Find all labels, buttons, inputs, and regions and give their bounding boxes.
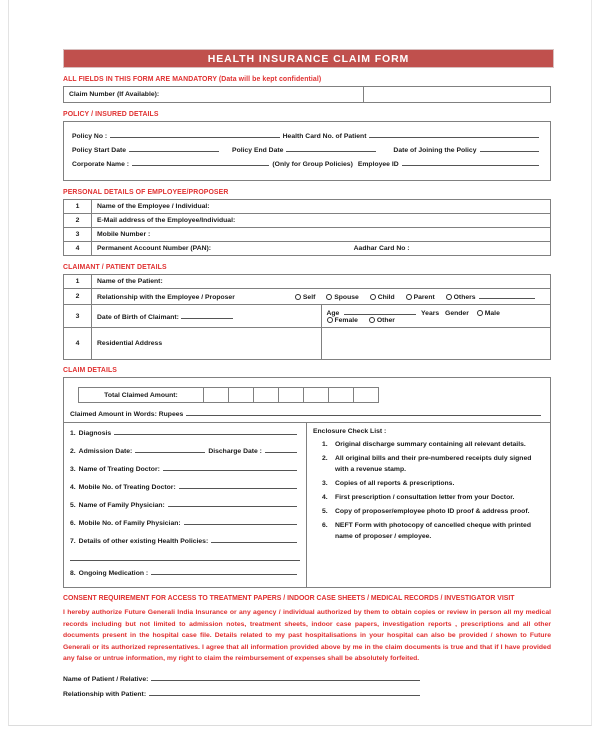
enclosure-item	[313, 520, 544, 542]
radio-circle-icon	[369, 317, 375, 323]
total-claimed-amount-row	[64, 378, 550, 409]
patient-relative-name-input[interactable]	[151, 674, 420, 681]
field-label: Details of other existing Health Policies:	[78, 538, 209, 545]
enclosure-item	[313, 492, 544, 503]
corporate-name-label: Corporate Name :	[72, 161, 130, 168]
age-input[interactable]	[344, 308, 416, 315]
radio-option-male[interactable]	[477, 310, 500, 317]
claim-fields-column	[64, 423, 307, 587]
other-policies-input[interactable]	[211, 536, 297, 543]
field-number: 1.	[70, 430, 76, 437]
field-ongoing-medication	[70, 568, 300, 579]
radio-option-spouse[interactable]	[326, 294, 359, 301]
radio-option-parent[interactable]	[406, 294, 435, 301]
radio-option-child[interactable]	[370, 294, 395, 301]
policy-start-input[interactable]	[129, 145, 219, 152]
table-row	[64, 305, 551, 328]
row-number: 2	[64, 214, 92, 228]
claim-number-label: Claim Number (If Available):	[64, 87, 364, 103]
claimant-section-heading: CLAIMANT / PATIENT DETAILS	[63, 264, 167, 271]
amount-digit-cell[interactable]	[229, 388, 254, 403]
patient-name-label: Name of the Patient:	[97, 278, 163, 285]
field-other-policies	[70, 536, 300, 547]
radio-circle-icon	[406, 294, 412, 300]
employee-id-input[interactable]	[402, 159, 539, 166]
treating-doctor-mobile-input[interactable]	[179, 482, 297, 489]
residential-address-label: Residential Address	[97, 340, 163, 347]
field-number: 2.	[70, 448, 76, 455]
claim-details-box	[63, 377, 551, 588]
consent-section-heading: CONSENT REQUIREMENT FOR ACCESS TO TREATMENT PAPERS / INDOOR CASE SHEETS / MEDICAL RECORDS / INVESTIGATOR VISIT	[63, 595, 515, 602]
health-card-label: Health Card No. of Patient	[282, 133, 367, 140]
patient-name-cell[interactable]	[92, 275, 551, 289]
option-label: Child	[377, 294, 395, 301]
radio-circle-icon	[327, 317, 333, 323]
claimed-amount-words-label: Claimed Amount in Words: Rupees	[70, 411, 184, 418]
corporate-name-input[interactable]	[132, 159, 269, 166]
option-label: Others	[453, 294, 476, 301]
radio-circle-icon	[446, 294, 452, 300]
enclosure-item-number: 2.	[322, 455, 328, 462]
enclosure-item	[313, 506, 544, 517]
family-physician-mobile-input[interactable]	[184, 518, 297, 525]
dob-label: Date of Birth of Claimant:	[97, 313, 179, 321]
enclosure-checklist-column	[307, 423, 550, 587]
row-number: 2	[64, 289, 92, 305]
policy-section-heading: POLICY / INSURED DETAILS	[63, 111, 159, 118]
enclosure-item-number: 5.	[322, 508, 328, 515]
group-policies-note: (Only for Group Policies)	[272, 161, 353, 168]
date-joining-label: Date of Joining the Policy	[393, 147, 477, 154]
claim-number-table	[63, 86, 551, 103]
amount-digit-cell[interactable]	[279, 388, 304, 403]
policy-no-label: Policy No :	[72, 133, 108, 140]
dob-input[interactable]	[181, 312, 233, 319]
row-number: 3	[64, 228, 92, 242]
amount-digit-cell[interactable]	[354, 388, 379, 403]
field-treating-doctor-mobile	[70, 482, 300, 493]
enclosure-item-number: 3.	[322, 480, 328, 487]
enclosure-item-text: NEFT Form with photocopy of cancelled cheque with printed name of proposer / employee.	[335, 522, 531, 540]
field-number: 5.	[70, 502, 76, 509]
field-number: 4.	[70, 484, 76, 491]
field-label: Mobile No. of Family Physician:	[78, 520, 181, 527]
amount-digit-cell[interactable]	[329, 388, 354, 403]
ongoing-medication-input[interactable]	[151, 568, 297, 575]
residential-address-label-cell	[92, 328, 322, 360]
row-number: 4	[64, 328, 92, 360]
field-number: 7.	[70, 538, 76, 545]
policy-end-label: Policy End Date	[232, 147, 284, 154]
enclosure-checklist-title: Enclosure Check List :	[313, 428, 387, 435]
field-label: Ongoing Medication :	[78, 570, 149, 577]
policy-no-input[interactable]	[110, 131, 280, 138]
table-row	[64, 214, 551, 228]
row-number: 1	[64, 200, 92, 214]
enclosure-item	[313, 439, 544, 450]
enclosure-item-text: All original bills and their pre-numbered receipts duly signed with a revenue stamp.	[335, 455, 532, 473]
field-treating-doctor-name	[70, 464, 300, 475]
table-row	[64, 87, 551, 103]
option-label: Self	[302, 294, 316, 301]
gender-label: Gender	[445, 310, 469, 317]
relationship-label: Relationship with the Employee / Proposer	[97, 294, 235, 301]
radio-option-female[interactable]	[327, 317, 358, 324]
health-card-input[interactable]	[369, 131, 539, 138]
table-row	[64, 289, 551, 305]
radio-circle-icon	[477, 310, 483, 316]
claimant-details-table	[63, 274, 551, 360]
claimed-amount-words-input[interactable]	[186, 409, 541, 416]
table-row	[64, 275, 551, 289]
enclosure-item-number: 1.	[322, 441, 328, 448]
personal-section-heading: PERSONAL DETAILS OF EMPLOYEE/PROPOSER	[63, 189, 229, 196]
amount-digit-cell[interactable]	[204, 388, 229, 403]
field-diagnosis	[70, 428, 300, 439]
claim-form-sheet	[63, 28, 555, 698]
claim-details-columns	[64, 423, 550, 587]
field-label: Name of Family Physician:	[78, 502, 165, 509]
diagnosis-input[interactable]	[114, 428, 297, 435]
row-number: 4	[64, 242, 92, 256]
employee-email-label: E-Mail address of the Employee/Individual:	[97, 217, 236, 224]
policy-dates-row	[72, 145, 542, 156]
others-specify-input[interactable]	[479, 292, 535, 299]
enclosure-item-text: Copy of proposer/employee photo ID proof & address proof.	[335, 508, 530, 515]
policy-no-row	[72, 131, 542, 142]
admission-date-input[interactable]	[135, 446, 205, 453]
personal-details-table	[63, 199, 551, 256]
enclosure-item	[313, 453, 544, 475]
field-family-physician-mobile	[70, 518, 300, 529]
consent-body-text: I hereby authorize Future Generali India Insurance or any agency / individual authorized by them to obtain copies or review in person all my medical records including but not limited to admission notes, treatment sheets, indoor case papers, investigation reports , prescriptions and all other documents present in the hospital case file. Details related to my past hospitalisations in your hospital can also be provided / shown to Future Generali or its authorized representatives. I agree that all information provided above by me in the claim documents is true and that if I have provided any false or untrue information, my right to claim the reimbursement of expenses shall be absolutely forfeited.	[63, 609, 551, 663]
claim-section-heading: CLAIM DETAILS	[63, 367, 117, 374]
enclosure-item-text: Copies of all reports & prescriptions.	[335, 480, 455, 487]
other-policies-input-line2[interactable]	[70, 554, 300, 561]
enclosure-item-text: First prescription / consultation letter from your Doctor.	[335, 494, 515, 501]
option-label: Female	[334, 317, 358, 324]
field-number: 8.	[70, 570, 76, 577]
corporate-row	[72, 159, 542, 170]
pan-aadhar-cell[interactable]	[92, 242, 551, 256]
field-number: 6.	[70, 520, 76, 527]
employee-id-label: Employee ID	[357, 161, 399, 168]
field-label: Name of Treating Doctor:	[78, 466, 160, 473]
enclosure-item	[313, 478, 544, 489]
table-row	[64, 200, 551, 214]
pan-label: Permanent Account Number (PAN):	[97, 245, 212, 252]
policy-details-box	[63, 121, 551, 181]
amount-digit-cell[interactable]	[304, 388, 329, 403]
employee-email-cell[interactable]	[92, 214, 551, 228]
relationship-with-patient-input[interactable]	[149, 689, 420, 696]
field-label: Diagnosis	[78, 430, 112, 437]
option-label: Parent	[413, 294, 435, 301]
years-label: Years	[421, 310, 440, 317]
field-admission-discharge	[70, 446, 300, 457]
residential-address-input[interactable]	[321, 328, 551, 360]
row-number: 1	[64, 275, 92, 289]
option-label: Spouse	[334, 294, 359, 301]
form-title-banner	[63, 49, 554, 68]
total-claimed-amount-label: Total Claimed Amount:	[79, 388, 204, 403]
treating-doctor-name-input[interactable]	[163, 464, 297, 471]
discharge-date-input[interactable]	[265, 446, 297, 453]
form-title: HEALTH INSURANCE CLAIM FORM	[207, 52, 410, 65]
discharge-date-label: Discharge Date :	[208, 448, 262, 455]
radio-option-other-gender[interactable]	[369, 317, 395, 324]
enclosure-item-text: Original discharge summary containing all relevant details.	[335, 441, 526, 448]
employee-mobile-cell[interactable]	[92, 228, 551, 242]
radio-option-others[interactable]	[446, 294, 476, 301]
claim-number-input[interactable]	[364, 87, 551, 103]
enclosure-item-number: 4.	[322, 494, 328, 501]
radio-option-self[interactable]	[295, 294, 315, 301]
radio-circle-icon	[370, 294, 376, 300]
employee-name-cell[interactable]	[92, 200, 551, 214]
field-label: Admission Date:	[78, 448, 133, 455]
relationship-cell	[92, 289, 551, 305]
radio-circle-icon	[326, 294, 332, 300]
row-number: 3	[64, 305, 92, 328]
page-canvas	[8, 0, 592, 726]
family-physician-name-input[interactable]	[168, 500, 297, 507]
option-label: Male	[484, 310, 500, 317]
relationship-signature-row	[63, 689, 423, 698]
employee-name-label: Name of the Employee / Individual:	[97, 203, 210, 210]
policy-end-input[interactable]	[286, 145, 376, 152]
claimed-amount-words-row	[64, 409, 550, 423]
age-gender-cell	[321, 305, 551, 328]
mandatory-notice: ALL FIELDS IN THIS FORM ARE MANDATORY (Data will be kept confidential)	[63, 76, 322, 83]
table-row	[64, 228, 551, 242]
patient-name-signature-row	[63, 674, 423, 683]
dob-cell[interactable]	[92, 305, 322, 328]
field-family-physician-name	[70, 500, 300, 511]
total-claimed-amount-table	[78, 387, 379, 403]
policy-start-label: Policy Start Date	[72, 147, 127, 154]
table-row	[79, 388, 379, 403]
table-row	[64, 242, 551, 256]
field-number: 3.	[70, 466, 76, 473]
amount-digit-cell[interactable]	[254, 388, 279, 403]
table-row	[64, 328, 551, 360]
date-joining-input[interactable]	[480, 145, 540, 152]
field-label: Mobile No. of Treating Doctor:	[78, 484, 176, 491]
option-label: Other	[376, 317, 395, 324]
aadhar-label: Aadhar Card No :	[353, 245, 410, 252]
radio-circle-icon	[295, 294, 301, 300]
relationship-with-patient-label: Relationship with Patient:	[63, 690, 147, 698]
patient-relative-name-label: Name of Patient / Relative:	[63, 675, 149, 683]
employee-mobile-label: Mobile Number :	[97, 231, 151, 238]
age-label: Age	[326, 310, 340, 317]
enclosure-item-number: 6.	[322, 522, 328, 529]
